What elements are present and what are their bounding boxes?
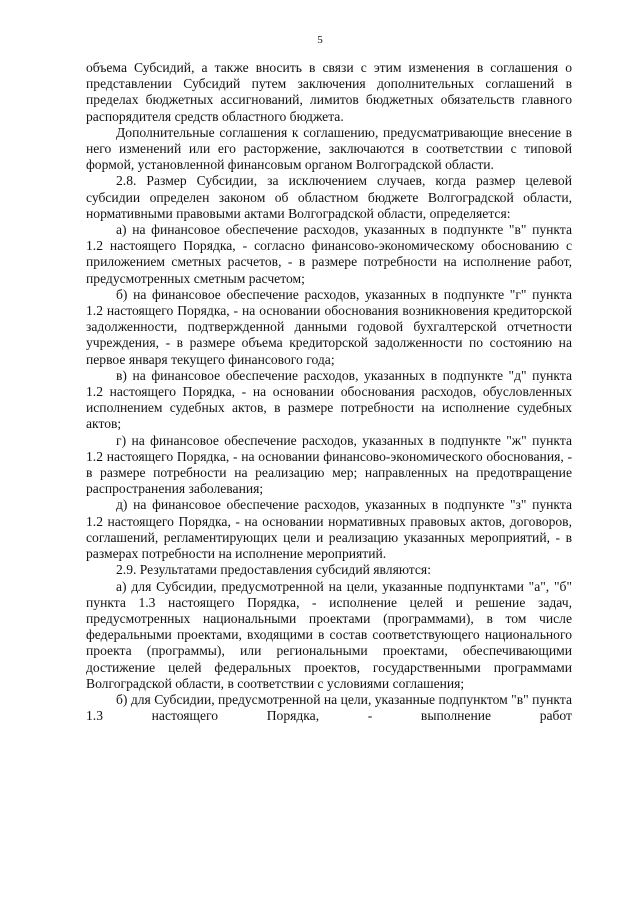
page-number: 5 [317, 34, 323, 46]
paragraph-2-8-d: д) на финансовое обеспечение расходов, указанных в подпункте "з" пункта 1.2 настоящего Порядка, - на основании нормативных правовых актов, договоров, соглашений, регламентирующих цели и реализацию указанных мероприятий, - в размерах потребности на исполнение мероприятий. [86, 497, 572, 562]
paragraph-additional-agreements: Дополнительные соглашения к соглашению, предусматривающие внесение в него изменений или его расторжение, заключаются в соответствии с типовой формой, установленной финансовым органом Волгоградской области. [86, 124, 572, 173]
paragraph-2-9-b: б) для Субсидии, предусмотренной на цели, указанные подпунктом "в" пункта 1.3 настоящего Порядка, - выполнение работ [86, 691, 572, 724]
paragraph-2-8-b: б) на финансовое обеспечение расходов, указанных в подпункте "г" пункта 1.2 настоящего Порядка, - на основании обоснования возникновения кредиторской задолженности, подтвержденной данными годовой бухгалтерской отчетности учреждения, - в размере объема кредиторской задолженности по состоянию на первое января текущего финансового года; [86, 286, 572, 367]
paragraph-2-8: 2.8. Размер Субсидии, за исключением случаев, когда размер целевой субсидии определен законом об областном бюджете Волгоградской области, нормативными правовыми актами Волгоградской области, определяется: [86, 173, 572, 221]
paragraph-2-9-a: а) для Субсидии, предусмотренной на цели, указанные подпунктами "а", "б" пункта 1.3 настоящего Порядка, - исполнение целей и решение задач, предусмотренных национальными проектами (программами), в том числе федеральными проектами, входящими в состав соответствующего национального проекта (программы), или региональными проектами, обеспечивающими достижение целей федеральных проектов, государственными программами Волгоградской области, в соответствии с условиями соглашения; [86, 578, 572, 691]
document-body [86, 60, 572, 724]
paragraph-2-8-a: а) на финансовое обеспечение расходов, указанных в подпункте "в" пункта 1.2 настоящего Порядка, - согласно финансово-экономическому обоснованию с приложением сметных расчетов, - в размере потребности на исполнение работ, предусмотренных сметным расчетом; [86, 222, 572, 286]
paragraph-2-9: 2.9. Результатами предоставления субсидий являются: [116, 562, 431, 578]
paragraph-2-8-g: г) на финансовое обеспечение расходов, указанных в подпункте "ж" пункта 1.2 настоящего Порядка, - на основании финансово-экономического обоснования, - в размере потребности на реализацию мер; направленных на предотвращение распространения заболевания; [86, 432, 572, 497]
paragraph-continuation: объема Субсидий, а также вносить в связи с этим изменения в соглашения о представлении Субсидий путем заключения дополнительных соглашений в пределах бюджетных ассигнований, лимитов бюджетных обязательств главного распорядителя средств областного бюджета. [86, 60, 572, 124]
paragraph-2-8-v: в) на финансовое обеспечение расходов, указанных в подпункте "д" пункта 1.2 настоящего Порядка, - на основании обоснования расходов, обусловленных исполнением судебных актов, в размере потребности на исполнение судебных актов; [86, 367, 572, 432]
